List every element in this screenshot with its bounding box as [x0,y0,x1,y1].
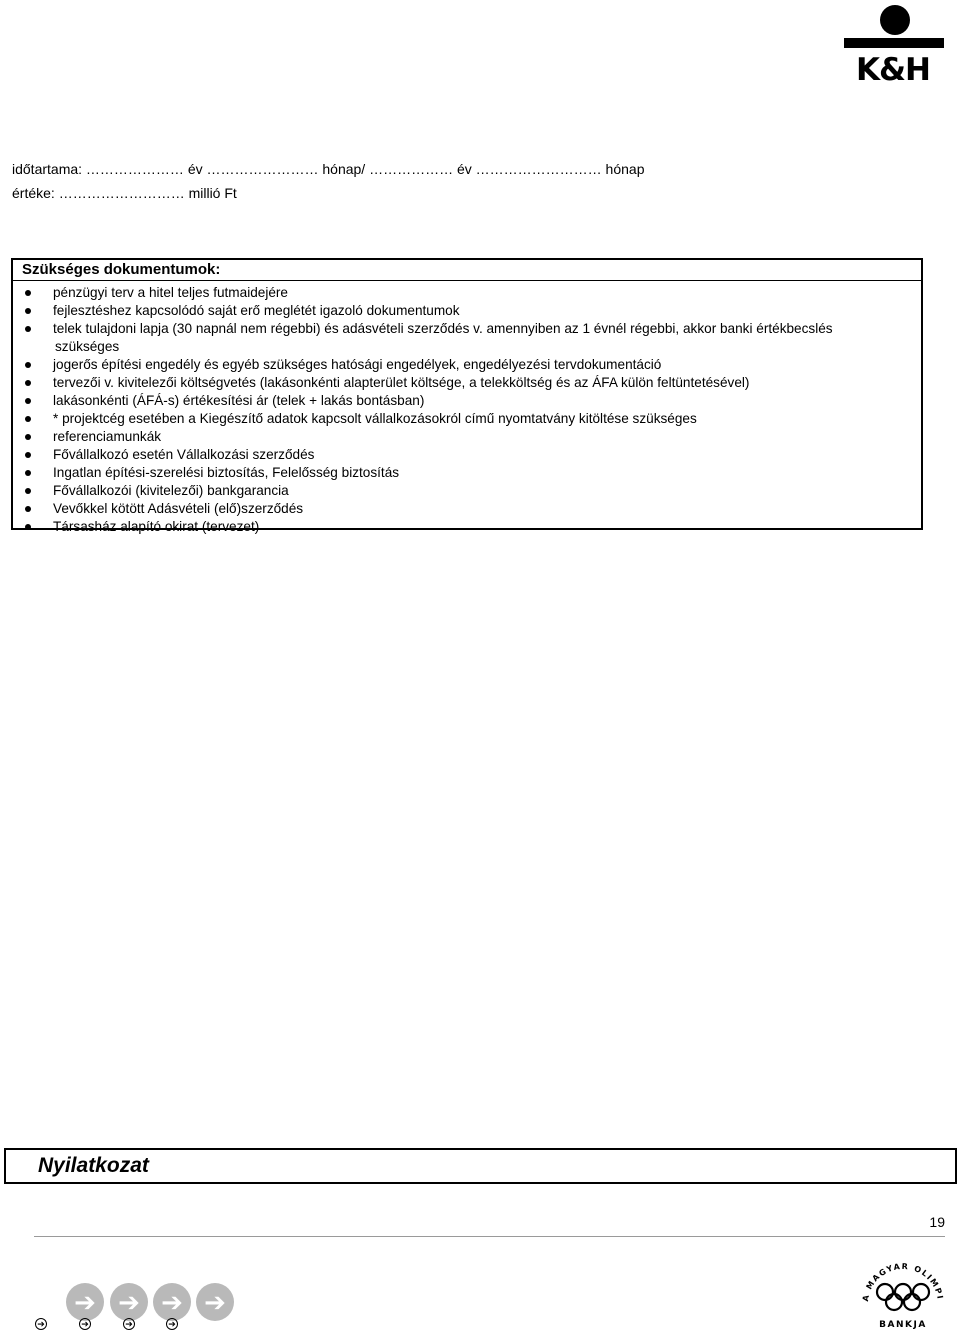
kh-logo-text: K&H [855,52,930,88]
list-item: referenciamunkák [13,428,921,446]
list-item: Vevőkkel kötött Adásvételi (elő)szerződés [13,500,921,518]
small-arrow-icon[interactable]: ➔ [166,1318,178,1330]
olympic-rings-icon [858,1252,948,1330]
list-item: Társasház alapító okirat (tervezet) [13,518,921,536]
required-documents-box [11,258,923,534]
kh-logo-mark-icon [838,2,948,58]
bullet-icon [25,506,31,512]
value-line: értéke: ……………………… millió Ft [12,185,237,201]
required-documents-title: Szükséges dokumentumok: [22,261,221,278]
page-number: 19 [929,1214,945,1230]
required-documents-list [13,284,921,536]
bullet-icon [25,452,31,458]
list-item: Fővállalkozó esetén Vállalkozási szerződés [13,446,921,464]
footer-divider [34,1236,945,1237]
list-item: pénzügyi terv a hitel teljes futmaidejére [13,284,921,302]
small-arrow-icon[interactable]: ➔ [35,1318,47,1330]
arrow-right-icon[interactable]: ➔ [110,1283,148,1321]
bullet-icon [25,398,31,404]
list-item: fejlesztéshez kapcsolódó saját erő meglétét igazoló dokumentumok [13,302,921,320]
required-documents-header [13,260,921,281]
bullet-icon [25,380,31,386]
declaration-box [4,1148,957,1184]
bullet-icon [25,434,31,440]
bullet-icon [25,326,31,332]
list-item: Fővállalkozói (kivitelezői) bankgarancia [13,482,921,500]
list-item: Ingatlan építési-szerelési biztosítás, Felelősség biztosítás [13,464,921,482]
svg-text:A MAGYAR OLIMPIAI CSAPAT [858,1252,945,1302]
olympic-text-top: A MAGYAR OLIMPI [860,1261,945,1303]
arrow-right-icon[interactable]: ➔ [196,1283,234,1321]
bullet-icon [25,290,31,296]
declaration-title: Nyilatkozat [38,1154,149,1177]
list-item: telek tulajdoni lapja (30 napnál nem régebbi) és adásvételi szerződés v. amennyiben az 1 évnél régebbi, akkor banki értékbecslés [13,320,921,338]
small-arrow-icon[interactable]: ➔ [123,1318,135,1330]
small-arrow-icon[interactable]: ➔ [79,1318,91,1330]
list-item: * projektcég esetében a Kiegészítő adatok kapcsolt vállalkozásokról című nyomtatvány kitöltése szükséges [13,410,921,428]
bullet-icon [25,416,31,422]
olympic-team-bank-logo [858,1252,948,1330]
bullet-icon [25,308,31,314]
duration-line: időtartama: ………………… év …………………… hónap/ ……………… év ……………………… hónap [12,161,645,177]
bullet-icon [25,488,31,494]
arrow-right-icon[interactable]: ➔ [66,1283,104,1321]
kh-logo [838,2,948,86]
bullet-icon [25,524,31,530]
list-item: jogerős építési engedély és egyéb szükséges hatósági engedélyek, engedélyezési tervdokumentáció [13,356,921,374]
list-item: tervezői v. kivitelezői költségvetés (lakásonkénti alapterület költsége, a telekköltség és az ÁFA külön feltüntetésével) [13,374,921,392]
list-item: lakásonkénti (ÁFÁ-s) értékesítési ár (telek + lakás bontásban) [13,392,921,410]
bullet-icon [25,362,31,368]
bullet-icon [25,470,31,476]
olympic-text-bottom: BANKJA [879,1320,927,1330]
list-item-continuation: szükséges [55,339,120,354]
arrow-right-icon[interactable]: ➔ [153,1283,191,1321]
